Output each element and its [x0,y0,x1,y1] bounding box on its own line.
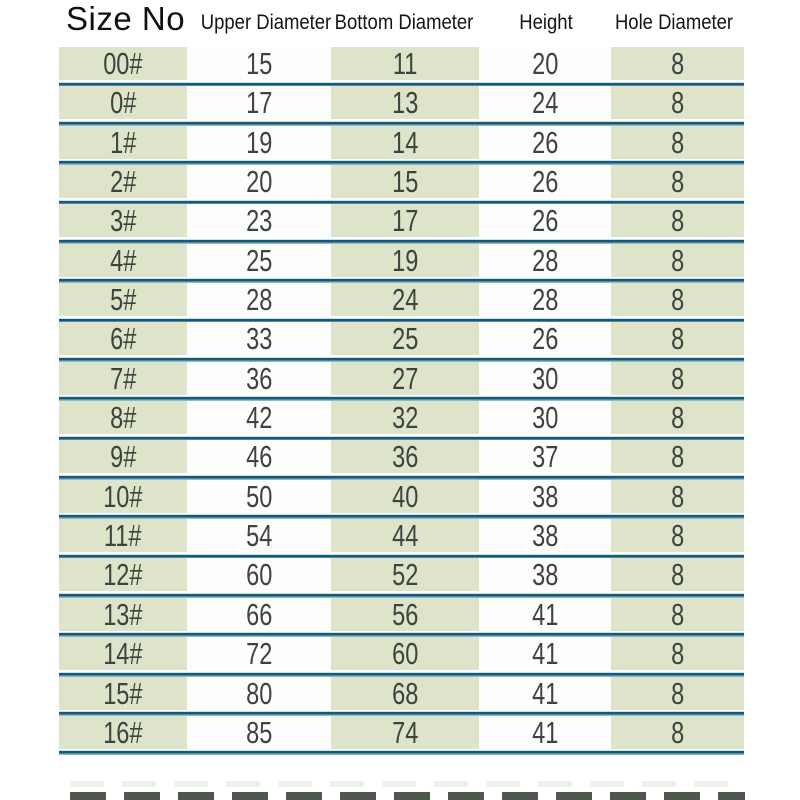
cell-bottom-diameter: 17 [331,204,479,237]
table-row-cells [0,519,800,552]
cell-height: 30 [479,362,611,395]
cell-height: 26 [479,165,611,198]
cell-upper-diameter: 66 [187,598,331,631]
table-row-cells [0,362,800,395]
cell-upper-diameter: 42 [187,401,331,434]
cell-hole-diameter: 8 [611,126,744,159]
cell-height: 37 [479,440,611,473]
cell-size-no: 16# [59,716,187,749]
cell-size-no: 5# [59,283,187,316]
table-row [0,165,800,204]
table-row-cells [0,244,800,277]
cell-size-no: 4# [59,244,187,277]
table-row [0,322,800,361]
cell-bottom-diameter: 60 [331,637,479,670]
header-upper-diameter: Upper Diameter [200,11,332,34]
table-row [0,126,800,165]
cell-hole-diameter: 8 [611,47,744,80]
bottom-faint-dash-strip [70,781,740,787]
cell-bottom-diameter: 52 [331,558,479,591]
cell-height: 20 [479,47,611,80]
cell-bottom-diameter: 74 [331,716,479,749]
bottom-dark-dash-strip [70,792,745,800]
cell-size-no: 15# [59,677,187,710]
cell-upper-diameter: 33 [187,322,331,355]
cell-upper-diameter: 46 [187,440,331,473]
cell-size-no: 2# [59,165,187,198]
cell-size-no: 10# [59,480,187,513]
cell-hole-diameter: 8 [611,244,744,277]
cell-hole-diameter: 8 [611,519,744,552]
table-row-cells [0,480,800,513]
cell-bottom-diameter: 19 [331,244,479,277]
cell-size-no: 14# [59,637,187,670]
cell-bottom-diameter: 24 [331,283,479,316]
cell-upper-diameter: 17 [187,86,331,119]
row-divider-line [59,750,744,755]
cell-hole-diameter: 8 [611,716,744,749]
cell-size-no: 11# [59,519,187,552]
table-row-cells [0,677,800,710]
cell-size-no: 3# [59,204,187,237]
table-row [0,480,800,519]
header-height: Height [519,11,573,34]
table-row [0,440,800,479]
cell-size-no: 00# [59,47,187,80]
table-row [0,204,800,243]
cell-hole-diameter: 8 [611,440,744,473]
cell-upper-diameter: 50 [187,480,331,513]
header-size-no: Size No [66,0,186,37]
cell-size-no: 8# [59,401,187,434]
table-row-cells [0,716,800,749]
table-row [0,244,800,283]
cell-height: 41 [479,598,611,631]
table-row-cells [0,204,800,237]
cell-size-no: 7# [59,362,187,395]
table-row-cells [0,598,800,631]
cell-bottom-diameter: 56 [331,598,479,631]
table-row-cells [0,283,800,316]
cell-height: 38 [479,519,611,552]
cell-hole-diameter: 8 [611,204,744,237]
cell-height: 28 [479,283,611,316]
table-row [0,558,800,597]
cell-height: 30 [479,401,611,434]
cell-hole-diameter: 8 [611,322,744,355]
cell-height: 41 [479,677,611,710]
table-row [0,86,800,125]
cell-bottom-diameter: 15 [331,165,479,198]
cell-size-no: 9# [59,440,187,473]
table-row-cells [0,440,800,473]
table-row [0,519,800,558]
cell-upper-diameter: 25 [187,244,331,277]
cell-bottom-diameter: 32 [331,401,479,434]
cell-height: 26 [479,126,611,159]
cell-upper-diameter: 36 [187,362,331,395]
table-row [0,598,800,637]
cell-bottom-diameter: 68 [331,677,479,710]
table-body [0,47,800,755]
cell-height: 24 [479,86,611,119]
cell-size-no: 0# [59,86,187,119]
cell-bottom-diameter: 25 [331,322,479,355]
cell-height: 38 [479,480,611,513]
cell-upper-diameter: 85 [187,716,331,749]
cell-bottom-diameter: 13 [331,86,479,119]
cell-height: 38 [479,558,611,591]
cell-upper-diameter: 60 [187,558,331,591]
cell-height: 28 [479,244,611,277]
cell-hole-diameter: 8 [611,677,744,710]
cell-upper-diameter: 54 [187,519,331,552]
table-row [0,637,800,676]
cell-hole-diameter: 8 [611,480,744,513]
cell-upper-diameter: 23 [187,204,331,237]
cell-hole-diameter: 8 [611,637,744,670]
table-row-cells [0,165,800,198]
table-row [0,47,800,86]
cell-hole-diameter: 8 [611,558,744,591]
table-row [0,362,800,401]
table-row [0,401,800,440]
header-hole-diameter: Hole Diameter [614,11,734,34]
cell-bottom-diameter: 11 [331,47,479,80]
cell-upper-diameter: 20 [187,165,331,198]
table-row-cells [0,47,800,80]
cell-bottom-diameter: 36 [331,440,479,473]
cell-upper-diameter: 15 [187,47,331,80]
cell-upper-diameter: 80 [187,677,331,710]
cell-hole-diameter: 8 [611,283,744,316]
cell-hole-diameter: 8 [611,598,744,631]
cell-bottom-diameter: 40 [331,480,479,513]
cell-size-no: 1# [59,126,187,159]
table-row-cells [0,401,800,434]
cell-height: 26 [479,322,611,355]
table-row [0,677,800,716]
cell-hole-diameter: 8 [611,165,744,198]
cell-size-no: 6# [59,322,187,355]
cell-height: 41 [479,637,611,670]
cell-upper-diameter: 19 [187,126,331,159]
table-row-cells [0,322,800,355]
table-row-cells [0,558,800,591]
cell-size-no: 13# [59,598,187,631]
cell-bottom-diameter: 44 [331,519,479,552]
cell-hole-diameter: 8 [611,401,744,434]
cell-size-no: 12# [59,558,187,591]
table-row-cells [0,126,800,159]
cell-hole-diameter: 8 [611,362,744,395]
cell-hole-diameter: 8 [611,86,744,119]
table-row [0,716,800,755]
cell-upper-diameter: 28 [187,283,331,316]
cell-upper-diameter: 72 [187,637,331,670]
cell-bottom-diameter: 14 [331,126,479,159]
table-row-cells [0,86,800,119]
header-bottom-diameter: Bottom Diameter [334,11,474,34]
cell-height: 26 [479,204,611,237]
table-row-cells [0,637,800,670]
cell-height: 41 [479,716,611,749]
cell-bottom-diameter: 27 [331,362,479,395]
table-row [0,283,800,322]
